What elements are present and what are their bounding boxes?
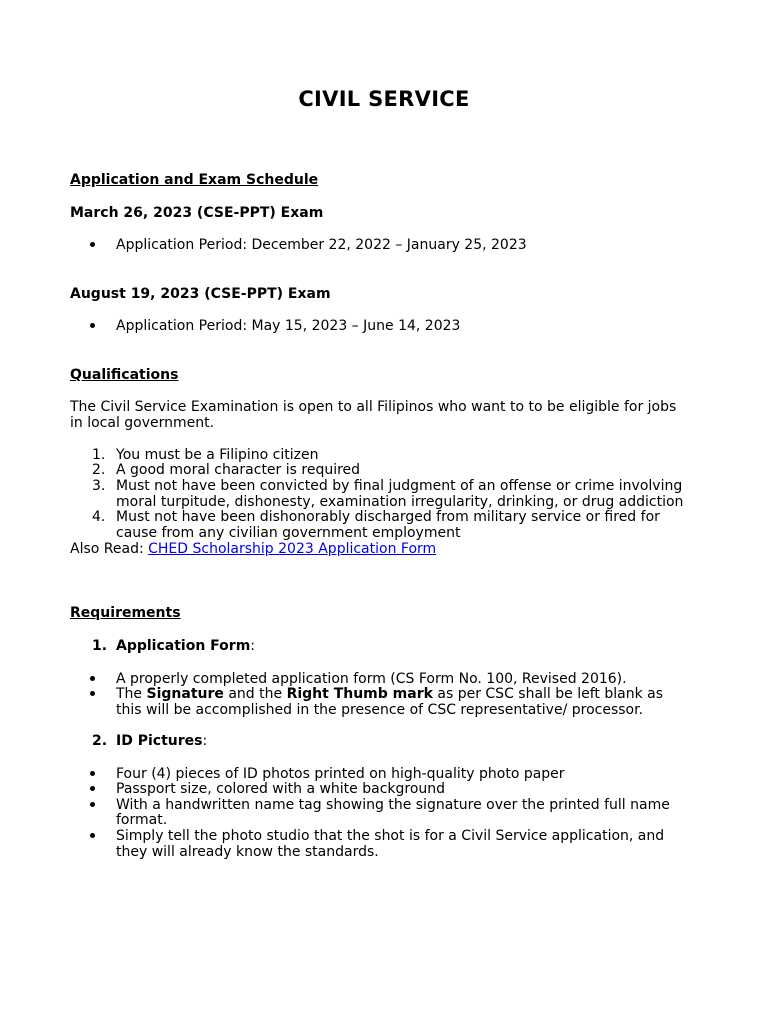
list-number: 4. (92, 509, 106, 525)
qualifications-intro-line1: The Civil Service Examination is open to all Filipinos who want to to be eligible for jobs (70, 399, 677, 415)
bullet-icon (90, 237, 95, 253)
exam2-period: Application Period: May 15, 2023 – June 14, 2023 (116, 318, 461, 334)
qualification-text: moral turpitude, dishonesty, examination irregularity, drinking, or drug addiction (116, 494, 684, 510)
bullet-icon (90, 766, 95, 782)
exam2-title: August 19, 2023 (CSE-PPT) Exam (70, 286, 331, 302)
qualifications-heading: Qualifications (70, 367, 179, 383)
page-title: CIVIL SERVICE (298, 87, 470, 111)
bullet-icon (90, 686, 95, 702)
list-number: 1. (92, 447, 106, 463)
bullet-icon (90, 781, 95, 797)
requirement-title: Application Form (116, 638, 251, 654)
requirement-text: A properly completed application form (CS Form No. 100, Revised 2016). (116, 671, 627, 687)
requirement-text: The Signature and the Right Thumb mark as per CSC shall be left blank as (116, 686, 663, 702)
thumb-mark-term: Right Thumb mark (286, 686, 433, 702)
bullet-icon (90, 828, 95, 844)
qualification-text: Must not have been convicted by final judgment of an offense or crime involving (116, 478, 683, 494)
exam1-title: March 26, 2023 (CSE-PPT) Exam (70, 205, 324, 221)
list-number: 1. (92, 638, 108, 654)
also-read (70, 541, 710, 557)
also-read-label: Also Read: (70, 541, 149, 557)
requirements-heading: Requirements (70, 605, 181, 621)
list-number: 3. (92, 478, 106, 494)
requirement-text: format. (116, 812, 168, 828)
requirement-text: Four (4) pieces of ID photos printed on high-quality photo paper (116, 766, 565, 782)
ched-scholarship-link[interactable]: CHED Scholarship 2023 Application Form (148, 541, 437, 557)
exam1-period: Application Period: December 22, 2022 – January 25, 2023 (116, 237, 527, 253)
list-number: 2. (92, 733, 108, 749)
requirement-text: this will be accomplished in the presence of CSC representative/ processor. (116, 702, 644, 718)
requirement-title: ID Pictures (116, 733, 203, 749)
qualification-text: cause from any civilian government employment (116, 525, 461, 541)
requirement-text: Passport size, colored with a white background (116, 781, 446, 797)
requirement-text: Simply tell the photo studio that the shot is for a Civil Service application, and (116, 828, 665, 844)
schedule-heading: Application and Exam Schedule (70, 172, 319, 188)
bullet-icon (90, 797, 95, 813)
qualification-text: Must not have been dishonorably discharged from military service or fired for (116, 509, 660, 525)
requirement-text: With a handwritten name tag showing the signature over the printed full name (116, 797, 670, 813)
qualifications-intro-line2: in local government. (70, 415, 215, 431)
signature-term: Signature (146, 686, 224, 702)
qualification-text: You must be a Filipino citizen (116, 447, 319, 463)
bullet-icon (90, 318, 95, 334)
bullet-icon (90, 671, 95, 687)
requirement-colon: : (250, 638, 255, 654)
requirement-text: they will already know the standards. (116, 844, 379, 860)
qualification-text: A good moral character is required (116, 462, 361, 478)
list-number: 2. (92, 462, 106, 478)
requirement-colon: : (202, 733, 208, 749)
